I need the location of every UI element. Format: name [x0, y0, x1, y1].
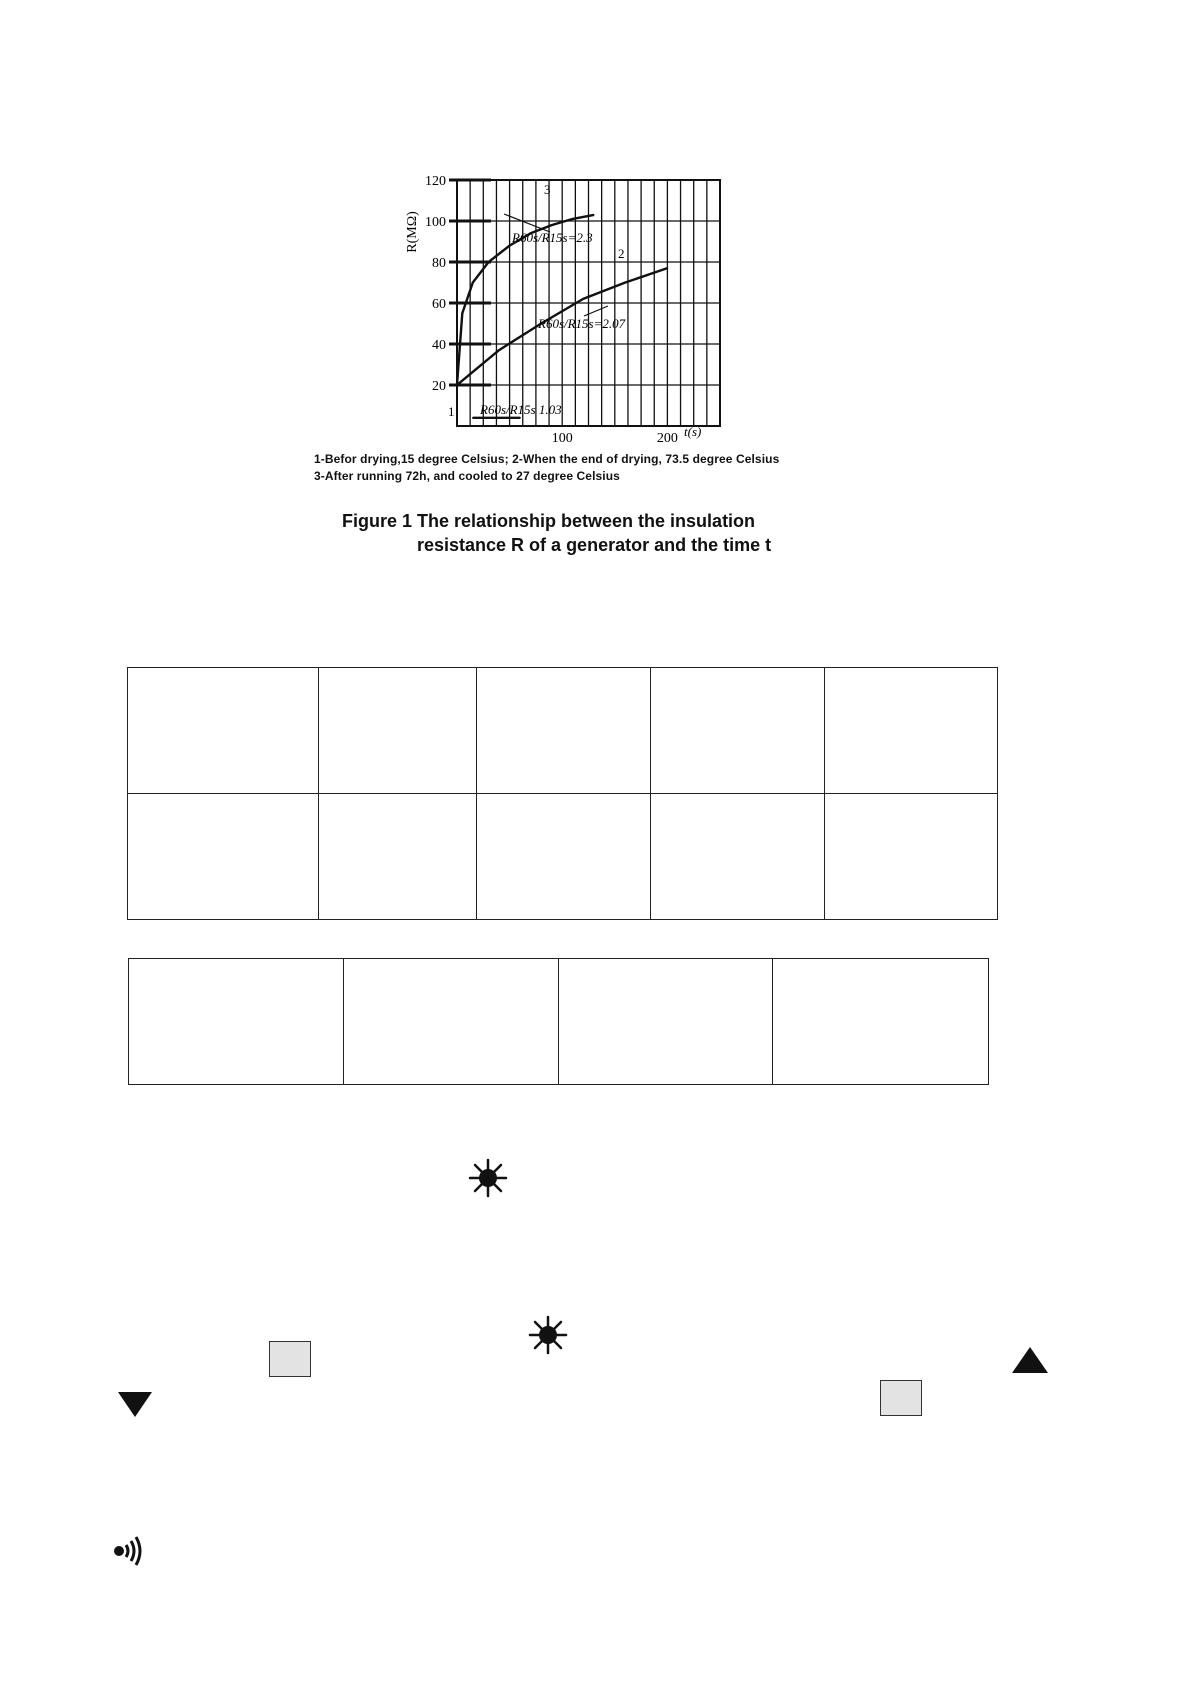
table-cell: [129, 959, 344, 1085]
curve-label-2: 2: [618, 246, 625, 261]
table-cell: [128, 668, 319, 794]
table-cell: [318, 668, 476, 794]
table-cell: [651, 794, 825, 920]
y-tick-label: 60: [432, 297, 446, 312]
x-tick-label: 100: [551, 431, 573, 446]
sound-icon: [113, 1534, 147, 1568]
empty-table-1: [127, 667, 998, 920]
curve-label-1: 1: [448, 404, 455, 419]
key-button-box: [880, 1380, 922, 1416]
data-point: [461, 312, 463, 314]
data-point: [593, 214, 595, 216]
data-point: [551, 224, 553, 226]
data-point: [498, 349, 500, 351]
y-tick-label: 40: [432, 338, 446, 353]
table-cell: [476, 668, 651, 794]
caption-line-2: 3-After running 72h, and cooled to 27 degree Celsius: [314, 469, 620, 483]
data-point: [572, 218, 574, 220]
y-tick-label: 80: [432, 256, 446, 271]
y-tick-label: 100: [425, 215, 446, 230]
table-cell: [825, 668, 998, 794]
sun-icon: [468, 1158, 508, 1198]
table-cell: [128, 794, 319, 920]
data-point: [667, 267, 669, 269]
table-row: [129, 959, 989, 1085]
figure-title-line-2: resistance R of a generator and the time t: [417, 535, 772, 555]
table-cell: [318, 794, 476, 920]
table-cell: [825, 794, 998, 920]
annotation-ratio-3: R60s/R15s=2.3: [512, 230, 593, 245]
data-point: [509, 245, 511, 247]
empty-table-2: [128, 958, 989, 1085]
data-point: [472, 417, 474, 419]
table-cell: [773, 959, 989, 1085]
table-cell: [476, 794, 651, 920]
table-cell: [651, 668, 825, 794]
sun-icon: [528, 1315, 568, 1355]
x-axis-label: t(s): [684, 424, 702, 439]
data-point: [456, 384, 458, 386]
y-tick-label: 120: [425, 174, 446, 189]
table-cell: [343, 959, 558, 1085]
curve-label-3: 3: [544, 182, 551, 197]
figure-title-line-1: Figure 1 The relationship between the insulation: [342, 511, 756, 531]
resistance-time-chart: [400, 170, 740, 450]
data-point: [488, 261, 490, 263]
table-row: [128, 668, 998, 794]
data-point: [625, 282, 627, 284]
table-cell: [558, 959, 773, 1085]
data-point: [582, 298, 584, 300]
data-point: [472, 282, 474, 284]
caption-line-1: 1-Befor drying,15 degree Celsius; 2-When the end of drying, 73.5 degree Celsius: [314, 452, 780, 466]
data-point: [519, 417, 521, 419]
y-tick-label: 20: [432, 379, 446, 394]
y-axis-label: R(MΩ): [405, 211, 420, 253]
x-tick-label: 200: [656, 431, 678, 446]
table-row: [128, 794, 998, 920]
annotation-ratio-2: R60s/R15s=2.07: [538, 316, 626, 331]
triangle-up-icon: [1011, 1346, 1049, 1374]
annotation-leader-2: [584, 306, 608, 316]
triangle-down-icon: [117, 1391, 153, 1418]
key-button-box: [269, 1341, 311, 1377]
annotation-ratio-1: R60s/R15s 1.03: [480, 402, 562, 417]
